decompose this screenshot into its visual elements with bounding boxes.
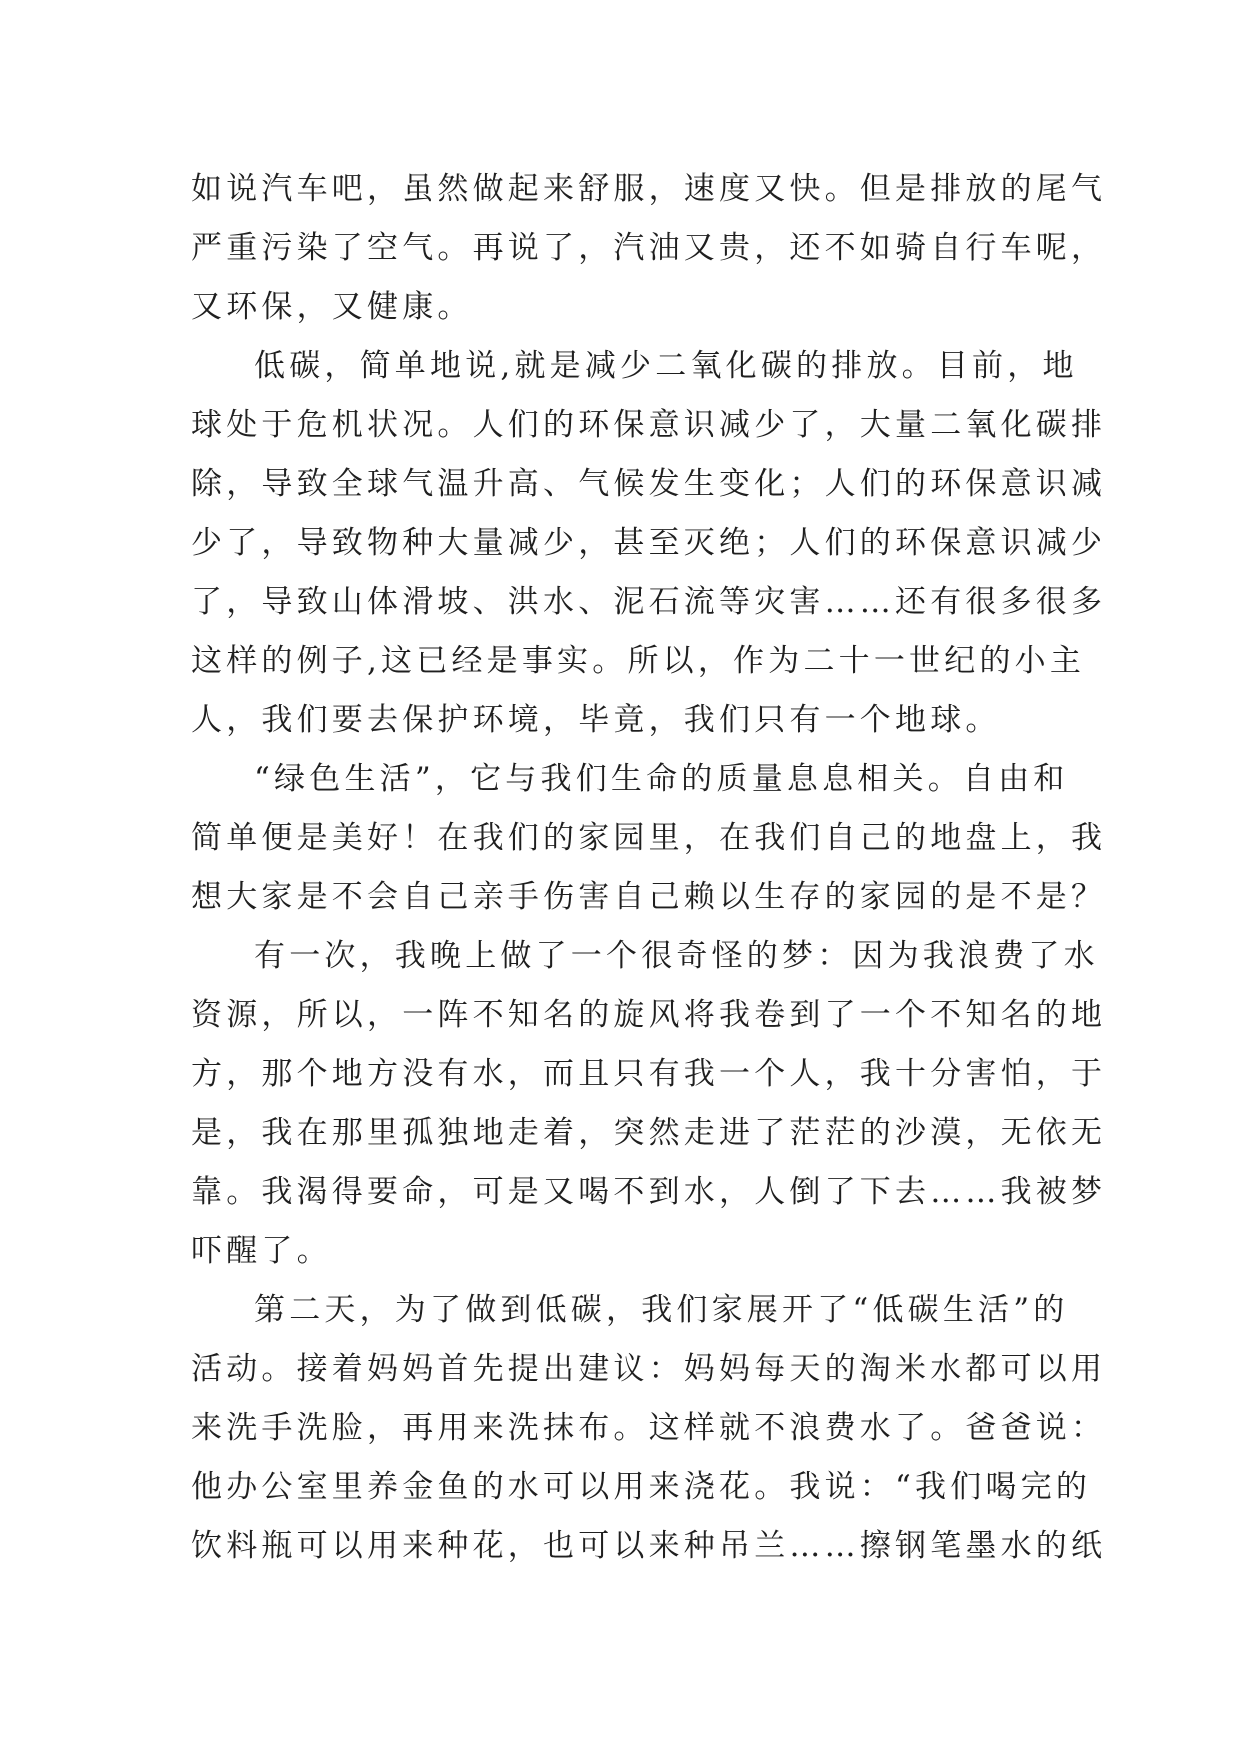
text-line: 饮料瓶可以用来种花，也可以来种吊兰……擦钢笔墨水的纸 <box>191 1528 1107 1564</box>
text-line: 如说汽车吧，虽然做起来舒服，速度又快。但是排放的尾气 <box>191 171 1107 207</box>
text-line: 严重污染了空气。再说了，汽油又贵，还不如骑自行车呢， <box>191 230 1107 266</box>
text-line: 想大家是不会自己亲手伤害自己赖以生存的家园的是不是？ <box>191 879 1107 915</box>
text-line: 是，我在那里孤独地走着，突然走进了茫茫的沙漠，无依无 <box>191 1115 1107 1151</box>
text-line: 除，导致全球气温升高、气候发生变化；人们的环保意识减 <box>191 466 1107 502</box>
text-line: 了，导致山体滑坡、洪水、泥石流等灾害……还有很多很多 <box>191 584 1107 620</box>
text-line: 人，我们要去保护环境，毕竟，我们只有一个地球。 <box>191 702 1001 738</box>
text-line: 资源，所以，一阵不知名的旋风将我卷到了一个不知名的地 <box>191 997 1107 1033</box>
text-line: 吓醒了。 <box>191 1233 332 1269</box>
text-line: 靠。我渴得要命，可是又喝不到水，人倒了下去……我被梦 <box>191 1174 1107 1210</box>
text-line: 又环保，又健康。 <box>191 289 473 325</box>
text-line: 简单便是美好！在我们的家园里，在我们自己的地盘上，我 <box>191 820 1107 856</box>
text-line: 来洗手洗脸，再用来洗抹布。这样就不浪费水了。爸爸说： <box>191 1410 1107 1446</box>
text-line: 方，那个地方没有水，而且只有我一个人，我十分害怕，于 <box>191 1056 1107 1092</box>
text-line: 球处于危机状况。人们的环保意识减少了，大量二氧化碳排 <box>191 407 1107 443</box>
paragraph-first-line: 有一次，我晚上做了一个很奇怪的梦：因为我浪费了水 <box>254 938 1099 974</box>
text-line: 他办公室里养金鱼的水可以用来浇花。我说：“我们喝完的 <box>191 1469 1092 1505</box>
text-line: 活动。接着妈妈首先提出建议：妈妈每天的淘米水都可以用 <box>191 1351 1107 1387</box>
body-text <box>191 160 1107 1576</box>
paragraph-first-line: 低碳，简单地说,就是减少二氧化碳的排放。目前，地 <box>254 348 1078 384</box>
text-line: 这样的例子,这已经是事实。所以，作为二十一世纪的小主 <box>191 643 1086 679</box>
paragraph-first-line: 第二天，为了做到低碳，我们家展开了“低碳生活”的 <box>254 1292 1069 1328</box>
text-line: 少了，导致物种大量减少，甚至灭绝；人们的环保意识减少 <box>191 525 1107 561</box>
paragraph-first-line: “绿色生活”，它与我们生命的质量息息相关。自由和 <box>254 761 1069 797</box>
